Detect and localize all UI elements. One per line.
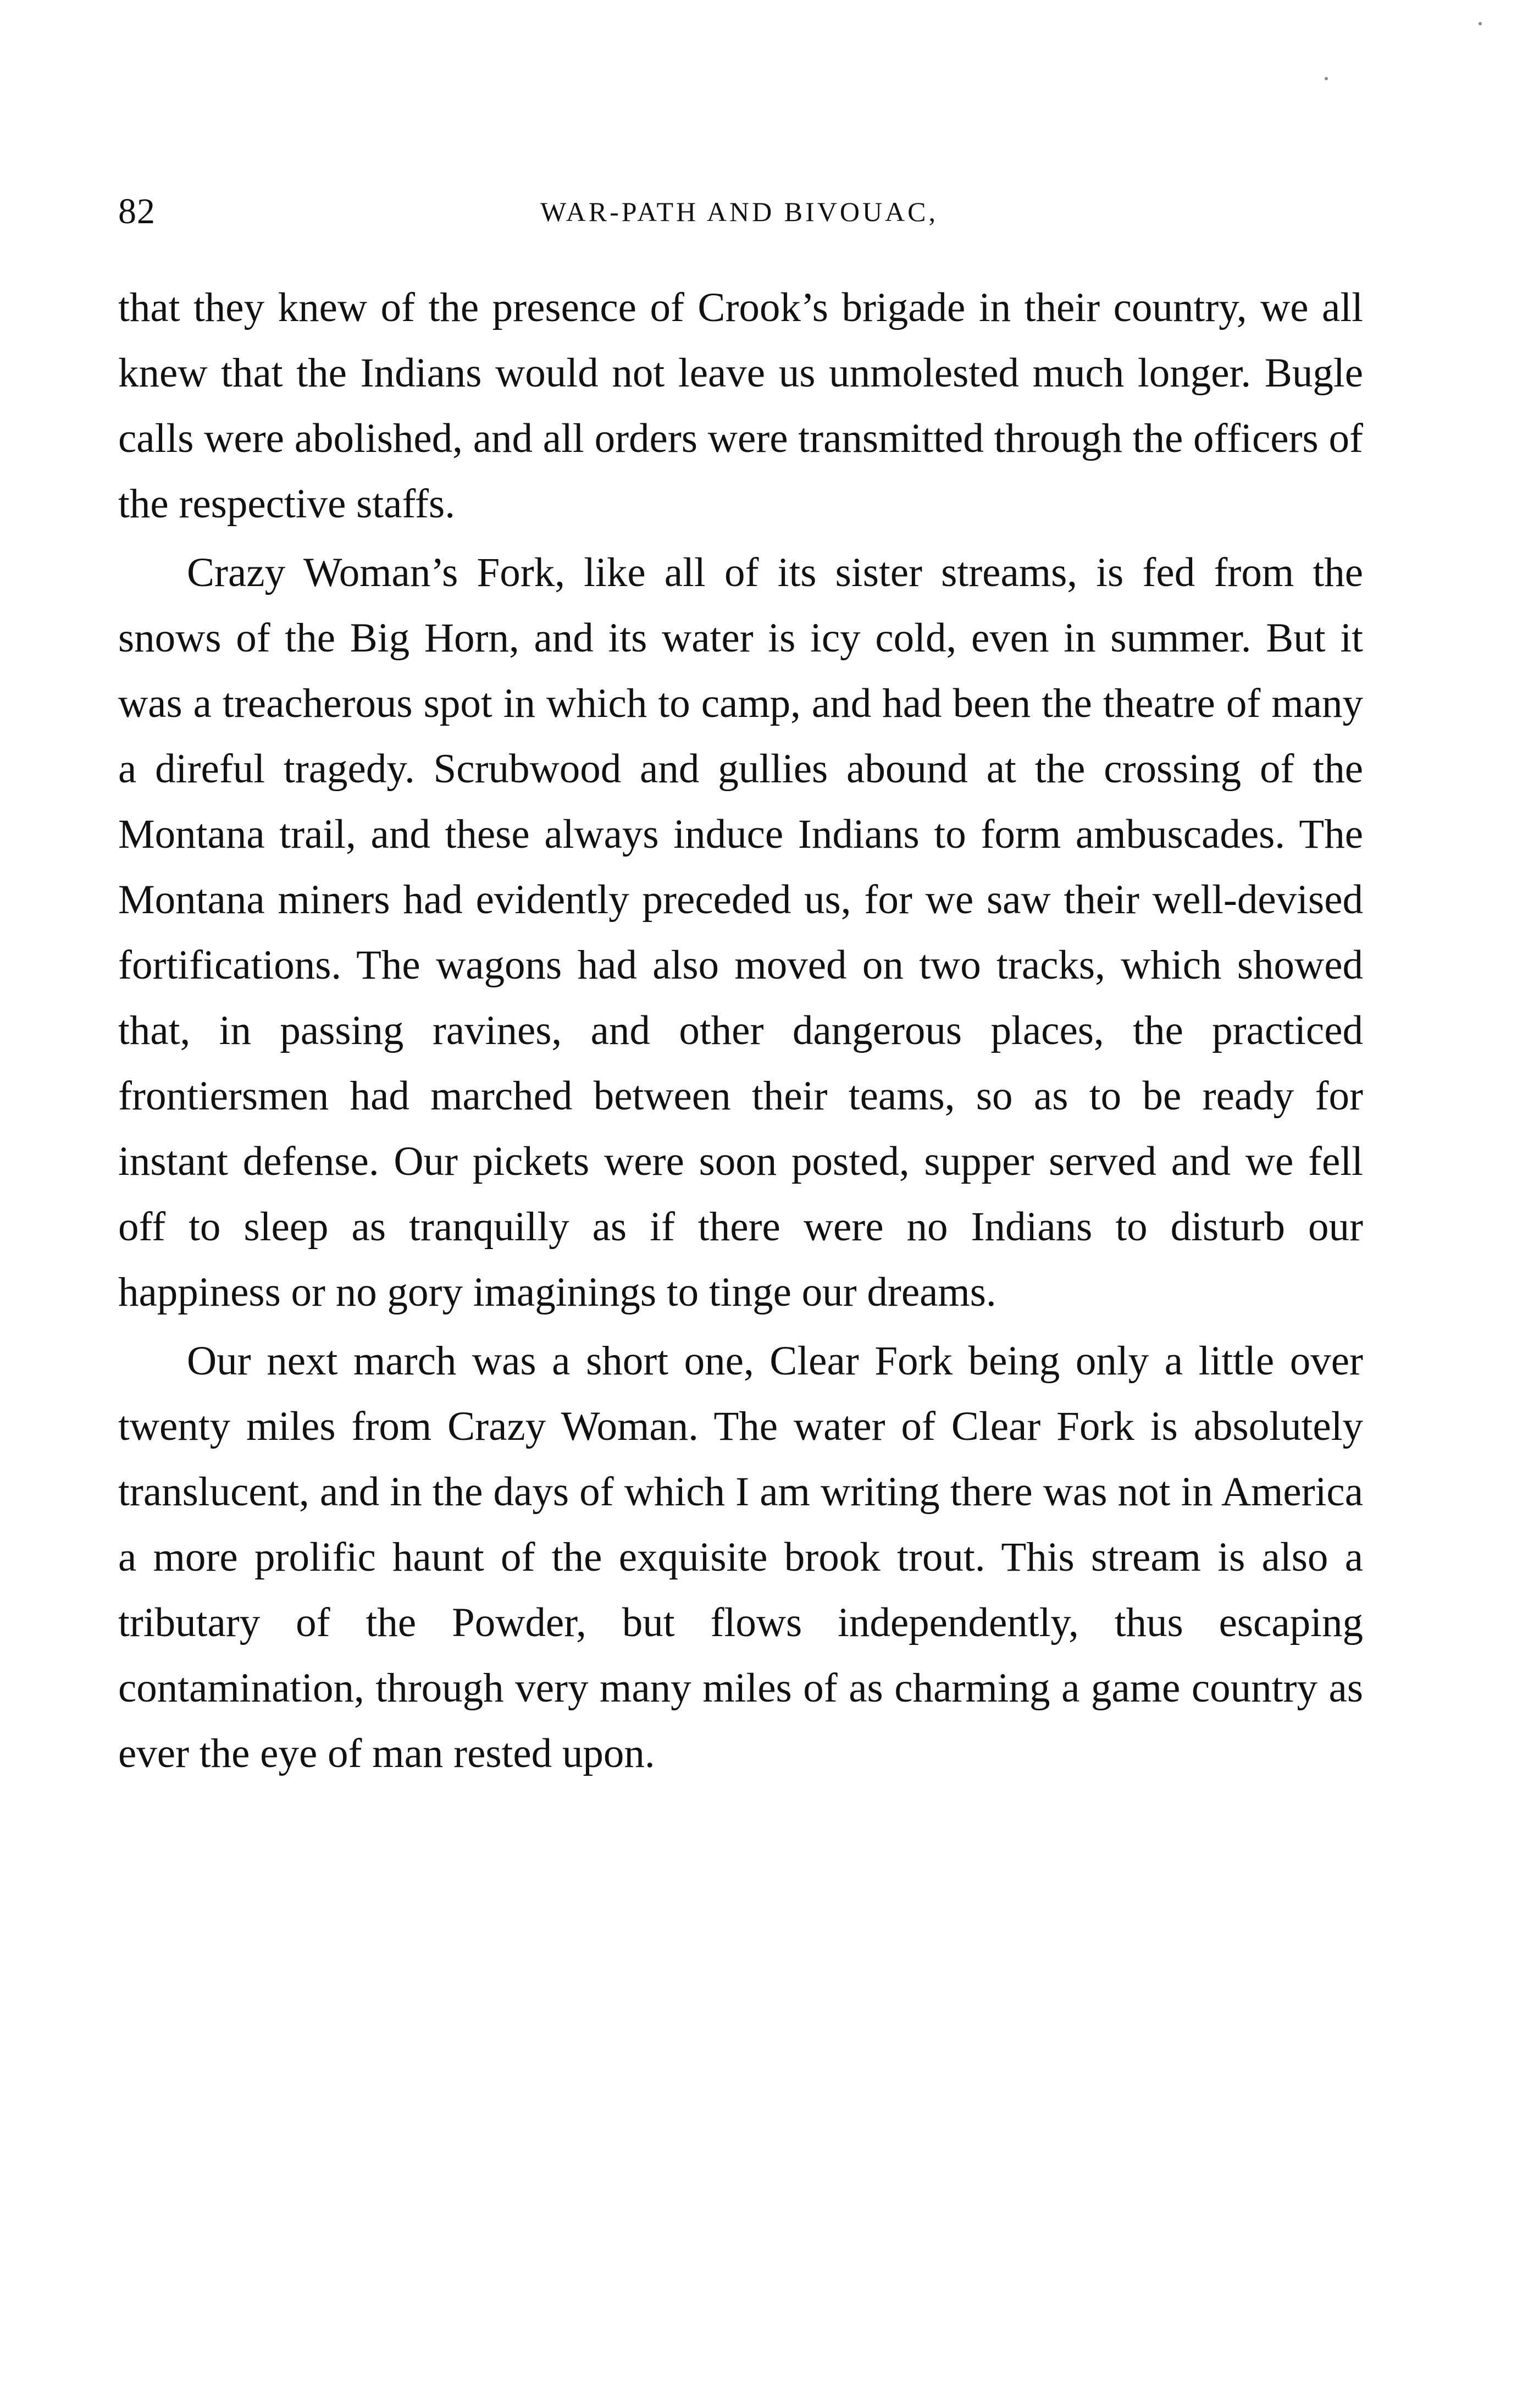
paragraph-3: Our next march was a short one, Clear Fork being only a little over twenty miles from Crazy Woman. The water of Clear Fork is absolutely translucent, and in the days of which I am writing there was not in America a more prolific haunt of the exquisite brook trout. This stream is also a tributary of the Powder, but flows independently, thus escaping contamination, through very many miles of as charming a game country as ever the eye of man rested upon. <box>118 1338 1363 1776</box>
paper-speck <box>1479 22 1482 25</box>
paragraph-2: Crazy Woman’s Fork, like all of its sister streams, is fed from the snows of the Big Horn, and its water is icy cold, even in summer. But it was a treacherous spot in which to camp, and had been the theatre of many a direful tragedy. Scrubwood and gullies abound at the crossing of the Montana trail, and these always induce Indians to form ambuscades. The Montana miners had evidently preceded us, for we saw their well-devised fortifications. The wagons had also moved on two tracks, which showed that, in passing ravines, and other dangerous places, the practiced frontiersmen had marched between their teams, so as to be ready for instant defense. Our pickets were soon posted, supper served and we fell off to sleep as tranquilly as if there were no Indians to disturb our happiness or no gory imaginings to tinge our dreams. <box>118 550 1363 1315</box>
running-head: WAR-PATH AND BIVOUAC, <box>540 196 939 227</box>
paragraph-1: that they knew of the presence of Crook’s brigade in their country, we all knew that the Indians would not leave us unmolested much longer. Bugle calls were abolished, and all orders were transmitted through the officers of the respective staffs. <box>118 285 1363 527</box>
page-number: 82 <box>118 191 156 231</box>
page-header <box>118 187 1360 236</box>
body-text <box>118 275 1363 1790</box>
paper-speck <box>1325 77 1328 80</box>
